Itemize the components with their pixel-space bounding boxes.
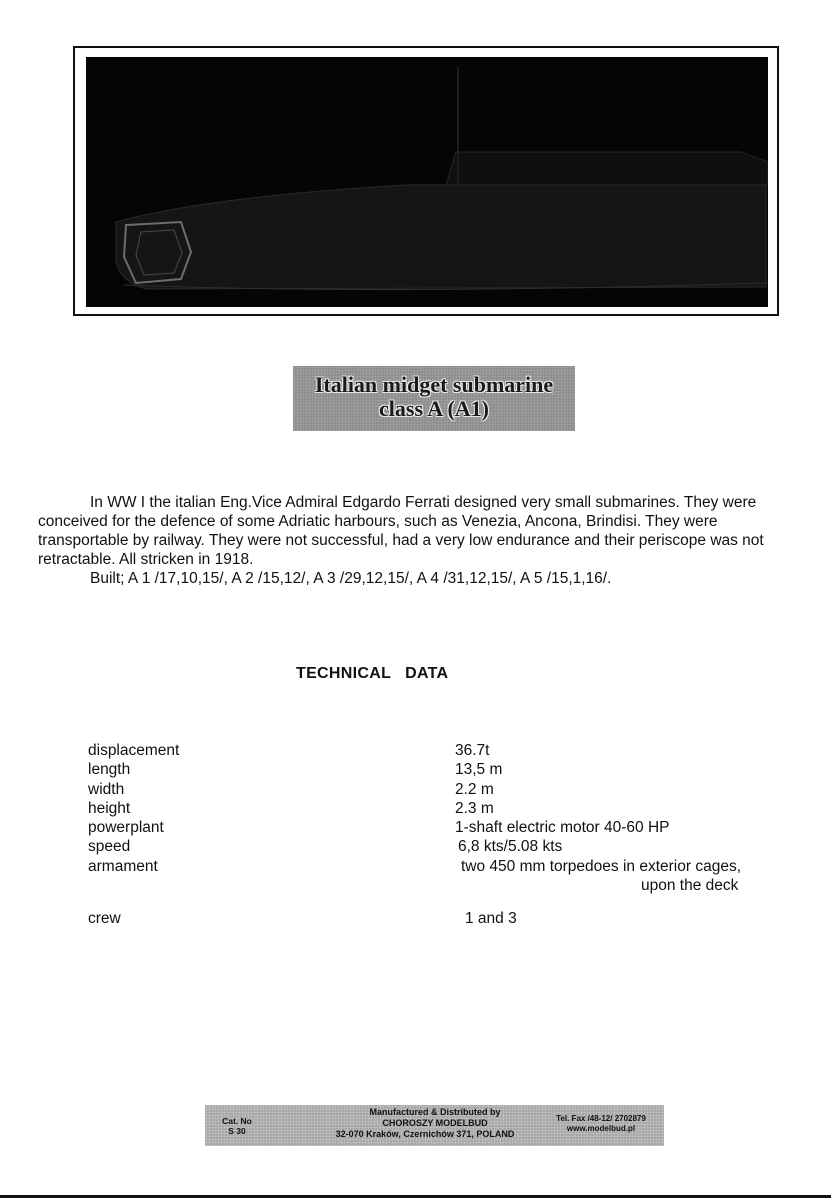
spec-value: 36.7t — [455, 742, 490, 759]
spec-value: 1-shaft electric motor 40-60 HP — [455, 819, 670, 837]
spec-row-length — [0, 760, 831, 779]
submarine-silhouette — [86, 57, 768, 307]
spec-label: width — [88, 780, 125, 798]
intro-paragraph: In WW I the italian Eng.Vice Admiral Edgardo Ferrati designed very small submarines. They were conceived for the defence of some Adriatic harbours, such as Venezia, Ancona, Brindisi. They were transportable by railway. They were not successful, had a very low endurance and their periscope was not retractable. All stricken in 1918. — [38, 494, 764, 568]
spec-label: powerplant — [88, 819, 164, 837]
submarine-photo-frame — [73, 46, 779, 316]
spec-value: 2.2 m — [455, 780, 494, 798]
manufacturer-info — [315, 1107, 555, 1140]
catalog-number — [217, 1116, 257, 1136]
bottom-border — [0, 1195, 831, 1198]
spec-label: speed — [88, 838, 131, 856]
spec-label: displacement — [88, 742, 180, 759]
spec-row-powerplant — [0, 818, 831, 837]
spec-value: 13,5 m — [455, 761, 503, 779]
spec-row-armament — [0, 857, 831, 876]
spec-value: 2.3 m — [455, 799, 494, 817]
technical-data-heading: TECHNICAL DATA — [296, 665, 449, 682]
spec-row-width — [0, 780, 831, 799]
spec-row-height — [0, 799, 831, 818]
manufacturer-line1: Manufactured & Distributed by — [369, 1107, 501, 1117]
spec-spacer — [0, 895, 831, 909]
spec-label: height — [88, 799, 131, 817]
spec-label: length — [88, 761, 131, 779]
manufacturer-address: 32-070 Kraków, Czernichów 371, POLAND — [335, 1129, 515, 1139]
spec-row-speed — [0, 837, 831, 856]
spec-label: crew — [88, 910, 121, 928]
spec-value: two 450 mm torpedoes in exterior cages, — [461, 857, 741, 875]
spec-value: 6,8 kts/5.08 kts — [458, 838, 563, 856]
spec-row-armament-cont — [0, 876, 831, 895]
phone-fax: Tel. Fax /48-12/ 2702879 — [556, 1114, 646, 1123]
catalog-value: S 30 — [228, 1126, 246, 1136]
manufacturer-name: CHOROSZY MODELBUD — [382, 1118, 488, 1128]
spec-row-displacement — [0, 741, 831, 760]
spec-value-continued: upon the deck — [641, 877, 739, 895]
page-title-line2: class A (A1) — [379, 396, 489, 421]
spec-row-crew — [0, 909, 831, 928]
technical-data-table — [0, 741, 831, 929]
spec-value: 1 and 3 — [465, 910, 517, 928]
catalog-label: Cat. No — [222, 1116, 252, 1126]
title-box — [293, 366, 575, 431]
page-title-line1: Italian midget submarine — [314, 372, 554, 397]
manufacturer-footer — [205, 1105, 664, 1146]
built-dates: Built; A 1 /17,10,15/, A 2 /15,12/, A 3 /29,12,15/, A 4 /31,12,15/, A 5 /15,1,16/. — [90, 570, 612, 587]
website: www.modelbud.pl — [566, 1124, 636, 1133]
contact-info — [541, 1114, 661, 1134]
submarine-photo — [86, 57, 768, 307]
intro-text — [38, 493, 798, 588]
spec-label: armament — [88, 857, 158, 875]
